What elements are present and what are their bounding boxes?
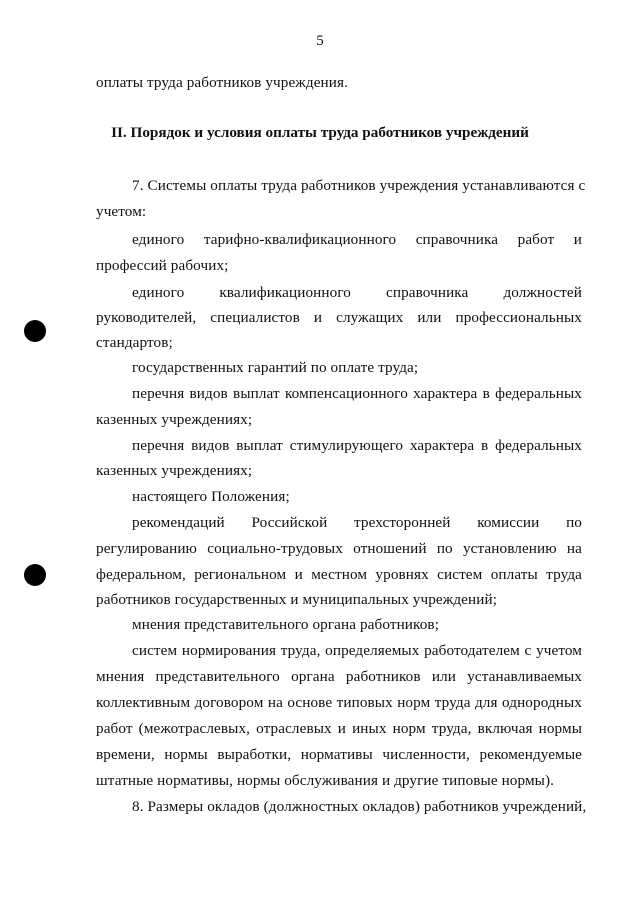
text-line: руководителей, специалистов и служащих или профессиональных	[96, 309, 582, 326]
page-number: 5	[316, 33, 324, 49]
text-line: 7. Системы оплаты труда работников учреждения устанавливаются с	[132, 177, 586, 194]
text-line: мнения представительного органа работников;	[132, 616, 440, 633]
text-line: регулированию социально-трудовых отношений по установлению на	[96, 540, 582, 557]
text-line: единого тарифно-квалификационного справочника работ и	[132, 231, 582, 248]
text-line: работников государственных и муниципальных учреждений;	[96, 591, 498, 608]
text-line: перечня видов выплат стимулирующего характера в федеральных	[132, 437, 582, 454]
text-line: 8. Размеры окладов (должностных окладов) работников учреждений,	[132, 798, 587, 815]
text-line: штатные нормативы, нормы обслуживания и другие типовые нормы).	[96, 772, 555, 789]
text-line: казенных учреждениях;	[96, 462, 253, 479]
text-line: перечня видов выплат компенсационного характера в федеральных	[132, 385, 582, 402]
text-line: федеральном, региональном и местном уровнях систем оплаты труда	[96, 566, 582, 583]
text-line: стандартов;	[96, 334, 173, 351]
text-line: систем нормирования труда, определяемых работодателем с учетом	[132, 642, 582, 659]
text-line: времени, нормы выработки, нормативы численности, рекомендуемые	[96, 746, 582, 763]
text-line: государственных гарантий по оплате труда;	[132, 359, 419, 376]
text-line: настоящего Положения;	[132, 488, 290, 505]
text-line: оплаты труда работников учреждения.	[96, 74, 348, 91]
text-line: коллективным договором на основе типовых норм труда для однородных	[96, 694, 582, 711]
punch-hole	[24, 320, 46, 342]
section-heading: II. Порядок и условия оплаты труда работников учреждений	[111, 124, 529, 141]
text-line: профессий рабочих;	[96, 257, 229, 274]
text-line: единого квалификационного справочника должностей	[132, 284, 582, 301]
punch-hole	[24, 564, 46, 586]
text-line: рекомендаций Российской трехсторонней комиссии по	[132, 514, 582, 531]
text-line: казенных учреждениях;	[96, 411, 253, 428]
text-line: работ (межотраслевых, отраслевых и иных норм труда, включая нормы	[96, 720, 582, 737]
text-line: учетом:	[96, 203, 147, 220]
text-line: мнения представительного органа работников или устанавливаемых	[96, 668, 582, 685]
